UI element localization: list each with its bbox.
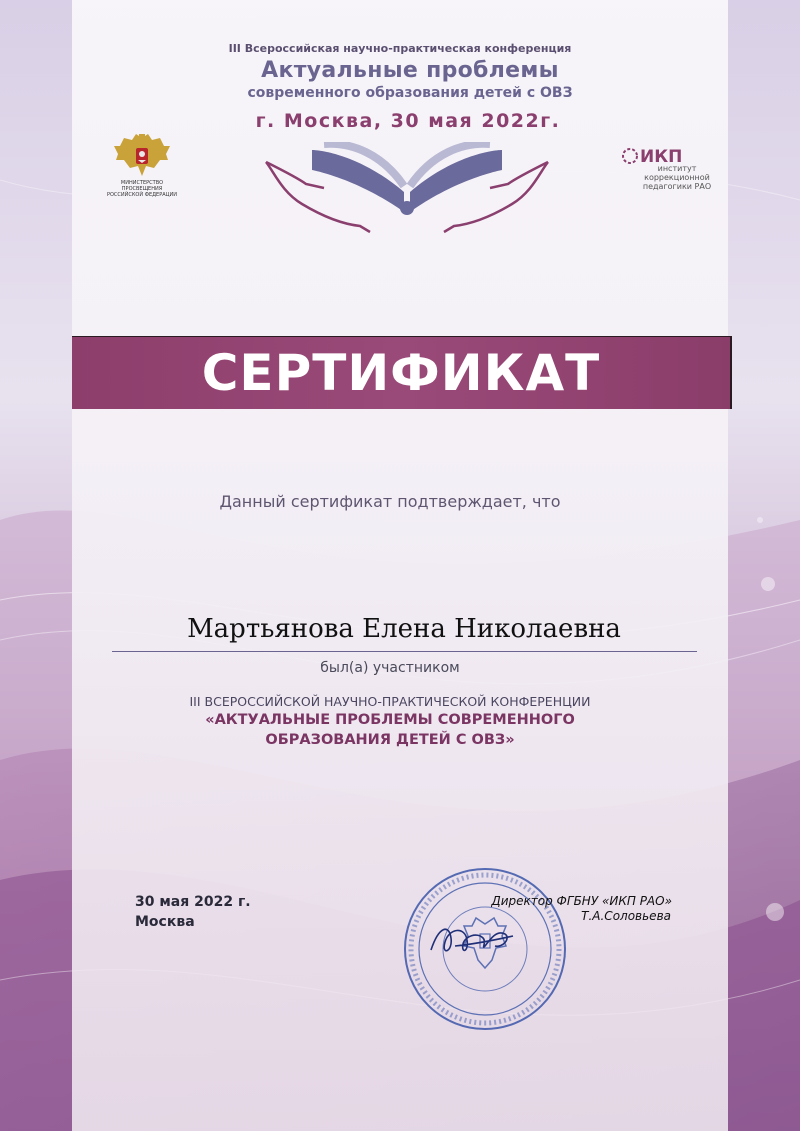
ikp-logo <box>622 146 702 166</box>
issue-city: Москва <box>135 914 195 930</box>
certificate-banner <box>72 336 732 409</box>
coat-of-arms-icon <box>110 132 174 182</box>
ikp-caption: институт коррекционной педагогики РАО <box>642 164 712 191</box>
conference-title-line1: Актуальные проблемы <box>261 58 559 83</box>
conference-line: III Всероссийская научно-практическая конференция <box>228 42 572 55</box>
issue-date: 30 мая 2022 г. <box>135 894 251 910</box>
confirm-text: Данный сертификат подтверждает, что <box>219 492 561 511</box>
conference-title-line2: современного образования детей с ОВЗ <box>247 85 573 101</box>
certificate-title: СЕРТИФИКАТ <box>201 344 601 402</box>
director-name: Т.А.Соловьева <box>581 909 671 923</box>
recipient-name: Мартьянова Елена Николаевна <box>187 614 621 644</box>
conference-title-2: ОБРАЗОВАНИЯ ДЕТЕЙ С ОВЗ» <box>265 732 515 748</box>
signature-icon <box>425 916 515 966</box>
name-underline <box>112 651 697 652</box>
conference-title-1: «АКТУАЛЬНЫЕ ПРОБЛЕМЫ СОВРЕМЕННОГО <box>205 712 575 728</box>
director-title: Директор ФГБНУ «ИКП РАО» <box>491 894 672 908</box>
place-date: г. Москва, 30 мая 2022г. <box>255 110 561 132</box>
conference-caps: III ВСЕРОССИЙСКОЙ НАУЧНО-ПРАКТИЧЕСКОЙ КОНФЕРЕНЦИИ <box>189 694 591 709</box>
ministry-caption: МИНИСТЕРСТВО ПРОСВЕЩЕНИЯ РОССИЙСКОЙ ФЕДЕРАЦИИ <box>106 180 178 198</box>
open-book-hands-icon <box>262 142 552 238</box>
participant-text: был(а) участником <box>320 660 460 676</box>
ikp-mark: ИКП <box>640 147 683 166</box>
